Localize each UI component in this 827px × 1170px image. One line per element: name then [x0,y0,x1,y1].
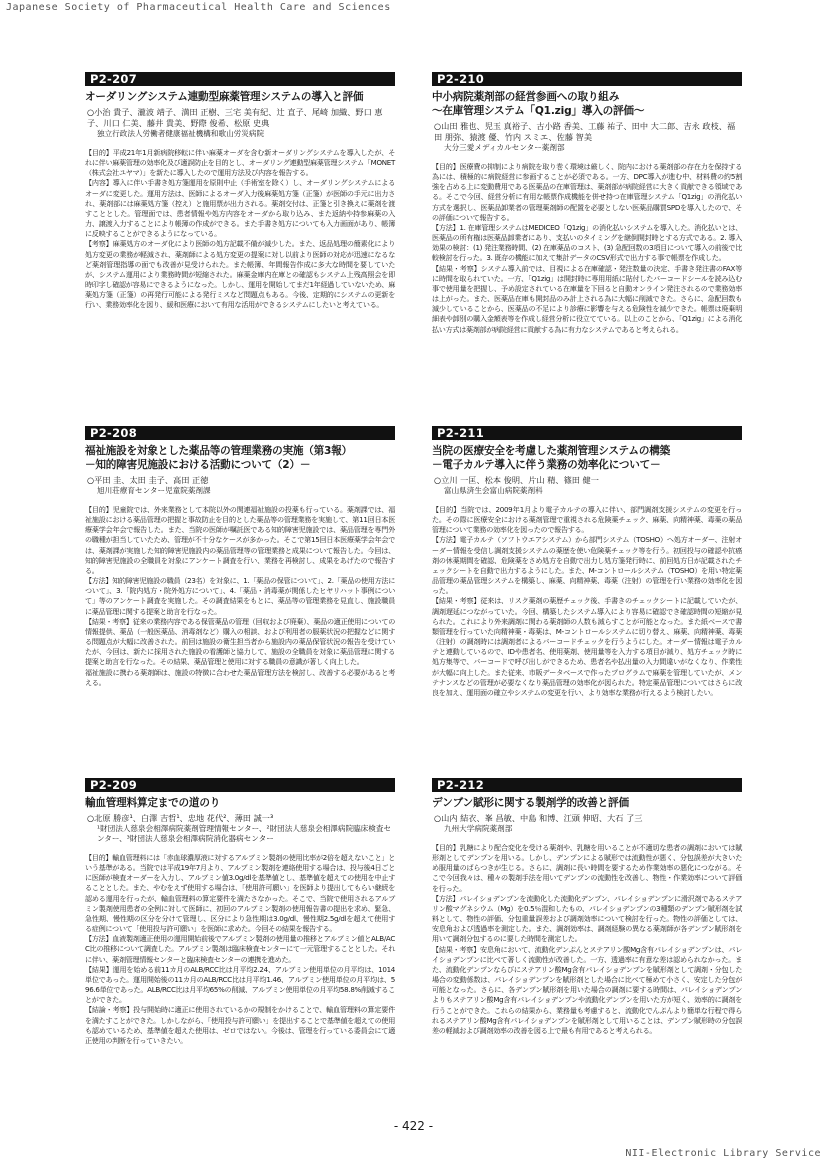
abstract-paragraph: 【方法】パレイショデンプンを流動化した流動化デンプン、パレイショデンプンに滑沢剤であるステアリン酸マグネシウム（Mg）を0.5％混和したもの、パレイショデンプンの3種類のデンプン賦形剤を試料として、物性の評価、分包重量誤差および調剤効率について検討を行った。物性の評価としては、安息角および透過率を測定した。また、調剤効率は、調剤経験の異なる薬剤師が各デンプン賦形剤を用いて調剤分包するのに要した時間を測定した。 [432,893,742,944]
journal-header: Japanese Society of Pharmaceutical Health Care and Sciences [6,2,391,13]
abstract-id: P2-208 [85,426,395,440]
abstract-p2-208 [85,426,395,688]
abstract-paragraph: 【目的】児童院では、外来業務として本院以外の関連福祉施設の投薬も行っている。薬剤課では、福祉施設における薬品管理の把握と事故防止を目的とした薬品等の管理業務を実施して、第11回日本医療薬学会年会で報告した。また、当院の医師が嘱託医である知的障害児施設では、薬品管理を専門外の職種が担当していたため、管理が不十分なケースが多かった。そこで第15回日本医療薬学会年会では、薬剤課が実施した知的障害児施設内の薬品管理等の管理業務と成果について報告した。今回は、知的障害児施設の全職員を対象にアンケート調査を行い、業務を再検討し、成果をあげたので報告する。 [85,505,395,575]
abstract-p2-207 [85,72,395,311]
abstract-authors: ○北原 勝彦¹、白澤 吉哲¹、忠地 花代²、薄田 誠一³ [87,813,274,823]
abstract-paragraph: 【目的】乳糖により配合変化を受ける薬剤や、乳糖を用いることが不適切な患者の調剤においては賦形剤としてデンプンを用いる。しかし、デンプンによる賦形では流動性が悪く、分包誤差が大きいため服用量のばらつきが生じる。さらに、調剤に長い時間を要するため作業効率の悪化につながる。そこで今回我々は、種々の製剤手法を用いてデンプンの流動性を改善し、物性・作業効率について評価を行った。 [432,843,742,893]
abstract-paragraph: 【方法】電子カルテ（ソフトウエアシステム）から部門システム（TOSHO）へ処方オーダー、注射オーダー情報を受信し調剤支援システムの薬歴を使い危険薬チェック等を行う。初回投与の確認や抗癌剤の休薬期間を確認、危険薬をさめ処方を自動で出力し処方箋発行時に、前回処方日が記載されたチェックシートを自動で出力するようにした。また、M-コントロールシステム（TOSHO）を用い特定薬品管理の薬品管理システムを構築し、麻薬、向精神薬、毒薬（注射）の管理を行い業務の効率化を図った。 [432,535,742,596]
abstract-paragraph: 【結果】運用を始める前11カ月のALB/RCC比は月平均2.24、アルブミン使用単位の月平均は、1014単位であった。運用開始後の11カ月のALB/RCC比は月平均1.46、アルブミン使用単位の月平均は、596.6単位であった。ALB/RCC比は月平均65%の削減、アルブミン使用単位の月平均58.8%削減することができた。 [85,964,395,1005]
abstract-affiliation: ¹財団法人慈泉会相澤病院薬剤管理情報センター、²財団法人慈泉会相澤病院臨床検査センター、³財団法人慈泉会相澤病院消化器病センター [97,824,392,843]
abstract-body [432,843,742,1036]
abstract-p2-209 [85,778,395,1046]
abstract-id: P2-209 [85,778,395,792]
abstract-paragraph: 【内容】導入に伴い手書き処方箋運用を原則中止（手術室を除く）し、オーダリングシステムによるオーダに変更した。運用方法は、医師によるオーダ入力後麻薬処方箋（正箋）が医師の手元に出力され、薬剤部には麻薬処方箋（控え）と施用票が出力される。薬剤交付は、正箋と引き換えに薬剤を渡すこととした。管理面では、患者情報や処方内容をオーダから取り込み、また返納や持参麻薬の入力、譲渡入力することにより帳簿の作成ができる。また手書き処方についても入力画面があり、帳簿に反映することができるようになっている。 [85,178,395,239]
abstract-title: デンブン賦形に関する製剤学的改善と評価 [432,797,629,809]
abstract-title: オーダリングシステム連動型麻薬管理システムの導入と評価 [85,91,364,103]
abstract-paragraph: 【結果・考察】システム導入前では、目視による在庫確認・発注数量の決定、手書き発注書のFAX等に時間を取られていた。一方、「Q1zig」は開封時に専用用紙に貼付したバーコードシールを読み込む事で使用量を把握し、予め設定されている在庫量を下回ると自動オンライン発注されるので業務効率は上がった。また、医薬品在庫も開封品のみ計上される為に大幅に削減できた。さらに、急配回数も減少していることから、医薬品の不足により診療に影響を与える危険性を減少できた。帳票は廃棄明細表や卸別の購入金額表等を作成し経営分析に役立てている。以上のことから、「Q1zig」による消化払い方式は薬剤部が病院経営に貢献する為に有力なシステムであると考えられる。 [432,263,742,334]
abstract-paragraph: 【方法】1. 在庫管理システムはMEDICEO「Q1zig」の消化払いシステムを導入した。消化払いとは、医薬品の所有権は医薬品卸業者にあり、支払いのタイミングを継倒開封時とする方式である。2. 導入効果の検討：(1) 発注業務時間、(2) 在庫薬品のコスト、(3) 急配回数の3項目について導入の前後で比較検討を行った。3. 既存の機能に加えて集計データのCSV形式で出力する事で帳票を作成した。 [432,222,742,263]
abstract-affiliation: 旭川荘療育センター児童院薬剤課 [97,486,211,495]
abstract-body [85,505,395,688]
abstract-p2-210 [432,72,742,335]
abstract-paragraph: 【結果・考察】従来の業務内容である保管薬品の管理（回収および廃棄）、薬品の適正使用についての情報提供、薬品（一般医薬品、消毒剤など）購入の相談、および利用者の服薬状況の把握などに関する問題点が大幅に改善された。前回は施設の衛生担当者から施設内の薬品保管状況の報告を受けていたが、今回は、新たに採用された施設の看護師と協力して、施設の全職員を対象に薬品管理に関する提案と助言を行なった。その結果、薬品管理と使用に対する職員の意識が著しく向上した。 [85,616,395,667]
abstract-title: 中小病院薬剤部の経営参画への取り組み ～在庫管理システム「Q1.zig」導入の評価～ [432,91,645,117]
abstract-affiliation: 独立行政法人労働者健康福祉機構和歌山労災病院 [97,129,265,138]
abstract-affiliation: 大分三愛メディカルセンター薬剤部 [444,143,565,152]
abstract-authors: ○山内 結衣、峯 昌敏、中島 和博、江頭 伸昭、大石 了三 [434,813,643,823]
abstract-affiliation: 富山県済生会富山病院薬剤科 [444,486,543,495]
abstract-paragraph: 【方法】血液製剤適正使用の運用開始前後でアルブミン製剤の使用量の推移とアルブミン値とALB/ACC比の推移について調査した。アルブミン製剤は臨床検査センターにて一元管理することとした。それに伴い、薬剤管理情報センターと臨床検査センターの連携を進めた。 [85,934,395,964]
abstract-authors: ○小治 貴子、瀧波 靖子、満田 正樹、三宅 美有紀、辻 直子、尾崎 加織、野口 恵子、川口 仁美、藤井 貴美、野際 俊希、松原 史典 [87,107,383,128]
abstract-id: P2-207 [85,72,395,86]
abstract-title: 福祉施設を対象とした薬品等の管理業務の実施（第3報） －知的障害児施設における活動について（2）－ [85,445,353,471]
abstract-paragraph: 【目的】医療費の抑制により病院を取り巻く環境は厳しく、院内における薬剤部の存在力を保持する為には、積極的に病院経営に参画することが必須である。一方、DPC導入が進む中、材料費の約5割強を占める上に変動費用である医薬品の在庫管理は、薬剤部が病院経営に大きく貢献できる領域である。そこで今回、経営分析に有用な帳票作成機能を併せ持つ在庫管理システム「Q1zig」の消化払い方式を選択し、医薬品卸業者の管理薬剤師の配置を必要としない医薬品購買SPDを導入したので、その評価について報告する。 [432,162,742,222]
abstract-p2-212 [432,778,742,1036]
abstract-paragraph: 【結果・考察】安息角において、流動化デンぷんとステアリン酸Mg含有パレイショデンプンは、パレイショデンプンに比べて著しく流動性が改善した。一方、透過率に有意な差は認められなかった。また、流動化デンプンならびにステアリン酸Mg含有パレイショデンプンを賦形剤として調剤・分包した場合の変動係数は、パレイショデンプンを賦形剤とした場合に比べて極めて小さく、安定した分包が可能となった。さらに、各デンプン賦形剤を用いた場合の調剤に要する時間は、パレイショデンプンよりもステアリン酸Mg含有パレイショデンプンや流動化デンプンを用いた方が短く、効率的に調剤を行うことができた。これらの結果から、業務量も考慮すると、流動化でんぷんより簡単な行程で得られるステアリン酸Mg含有パレイショデンプンを賦形剤として用いることは、デンプン賦形時の分包誤差の軽減および調剤効率の改善を図る上で最も有用であると考えられる。 [432,944,742,1035]
abstract-paragraph: 【考察】麻薬処方のオーダ化により医師の処方記載不備が減少した。また、返品処理の簡素化により処方変更の業務が軽減され、薬剤師による処方変更の提案に対し以前より医師の対応が迅速になるなど薬剤管理指導の面でも改善が見受けられた。また帳簿、年間報告作成に多大な時間を要していたが、システム運用により業務時間が短縮された。麻薬金庫内在庫との確認もシステム上残高照会を即時印字し確認が容易にできるようになった。しかし、運用を開始してまだ1年経過していないため、麻薬処方箋（正箋）の再発行可能による発行ミスなど問題点もある。今後、定期的にシステムの更新を行い、業務効率化を図り、緩和医療において有用な活用ができるシステムにしたいと考えている。 [85,239,395,310]
abstract-body [432,162,742,335]
abstract-body [432,505,742,698]
abstract-p2-211 [432,426,742,698]
library-service-footer: NII-Electronic Library Service [625,1148,821,1159]
abstract-authors: ○平田 圭、太田 圭子、高田 正徳 [87,475,209,485]
abstract-id: P2-212 [432,778,742,792]
abstract-paragraph: 【結果・考察】従来は、リスク薬剤の薬歴チェック後、手書きのチェックシートに記載していたが、調剤遅延につながっていた。今回、構築したシステム導入により容易に確認でき確認時間の短縮が見られた。これにより外来調剤に関わる薬剤師の人数も減らすことが可能となった。また紙ベースで書類管理を行っていた向精神薬・毒薬は、M-コントロールシステムに切り替え、麻薬、向精神薬、毒薬（注射）の調剤時には調剤者によるバーコードチェックを行うようにした。オーダー情報は電子カルテと連動しているので、IDや患者名、使用薬剤、使用量等を入力する項目が減り、処方チェック時に処方集等で、バーコードで呼び出しができるため、患者名や払出量の入力間違いがなくなり、作業性が大幅に向上した。また従来、市販データベースで作ったプログラムで麻薬を管理していたが、メンテナンスなどの管理が必要なくなり薬品管理の効率化が図られた。特定薬品管理についてはさらに改良を加え、運用面の確立やシステムの変更を行い、より効率な業務が行えるよう検討したい。 [432,596,742,697]
abstract-paragraph: 【目的】輸血管理料には「赤血球濃厚液に対するアルブミン製剤の使用比率が2倍を超えないこと」という基準がある。当院では平成19年7月より、アルブミン製剤を連絡使用する場合は、投与後4日ごとに医師が検査オーダーを入力し、アルブミン値3.0g/dlを基準値とし、基準値を超えての使用を中止することとした。また、やむをえず使用する場合は、「使用許可願い」を医師より提出してもらい継続を認める運用を行ったが、輸血管理料の算定要件を満たさなかった。そこで、当院で使用されるアルブミン製剤使用患者の全例に対して医師に、初回のアルブミン製剤の使用報告書の提出を求め、緊急、急性期、慢性期の区分を分けて管理し、区分により急性期は3.0g/dl、慢性期2.5g/dlを超えて使用する症例について「使用投与許可願い」を医師に求めた。今回その結果を報告する。 [85,853,395,934]
abstract-id: P2-210 [432,72,742,86]
abstract-authors: ○立川 一匡、松本 俊明、片山 精、篠田 健一 [434,475,599,485]
abstract-body [85,148,395,311]
abstract-paragraph: 【結論・考察】投与開始時に適正に使用されているかの規制をかけることで、輸血管理料の算定要件を満たすことができた。しかしながら、「使用投与許可願い」を提出することで基準値を超えての使用も認めているため、基準値を超えた使用は、ゼロではない。今後は、管理を行っている委員会にて適正使用の判断を行っていきたい。 [85,1005,395,1045]
abstract-title: 輸血管理料算定までの道のり [85,797,221,809]
abstract-paragraph: 【目的】当院では、2009年1月より電子カルテの導入に伴い、部門調剤支援システムの変更を行った。その際に医療安全における薬剤管理で重視される危険薬チェック、麻薬、向精神薬、毒薬の薬品管理について業務の効率化を図ったので報告する。 [432,505,742,535]
abstract-affiliation: 九州大学病院薬剤部 [444,824,513,833]
abstract-title: 当院の医療安全を考慮した薬剤管理システムの構築 －電子カルテ導入に伴う業務の効率化について－ [432,445,670,471]
abstract-body [85,853,395,1046]
abstract-id: P2-211 [432,426,742,440]
abstract-paragraph: 【方法】知的障害児施設の職員（23名）を対象に、1.「薬品の保管について」、2.「薬品の使用方法について」、3.「院内処方・院外処方について」、4.「薬品・消毒薬が関係したヒヤリハット事例について」等のアンケート調査を実施した。その調査結果をもとに、薬品等の管理業務を見直し、施設職員に薬品管理に関する提案と助言を行なった。 [85,576,395,616]
page-number: - 422 - [393,1119,434,1133]
abstract-authors: ○山田 雅也、児玉 真裕子、古小路 香美、工藤 祐子、田中 大二郎、吉永 政枝、福田 朋弥、猿渡 優、竹内 スミエ、佐藤 智美 [434,121,736,142]
abstract-paragraph: 【目的】平成21年1月新病院移転に伴い麻薬オーダを含む新オーダリングシステムを導入したが、それに伴い麻薬管理の効率化及び適誤防止を目的とし、オーダリング連動型麻薬管理システム「MONET（株式会社ユヤマ）」を新たに導入したので運用方法及び内容を報告する。 [85,148,395,178]
abstract-paragraph: 福祉施設に携わる薬剤師は、施設の特徴に合わせた薬品管理方法を検討し、改善する必要があると考える。 [85,667,395,687]
